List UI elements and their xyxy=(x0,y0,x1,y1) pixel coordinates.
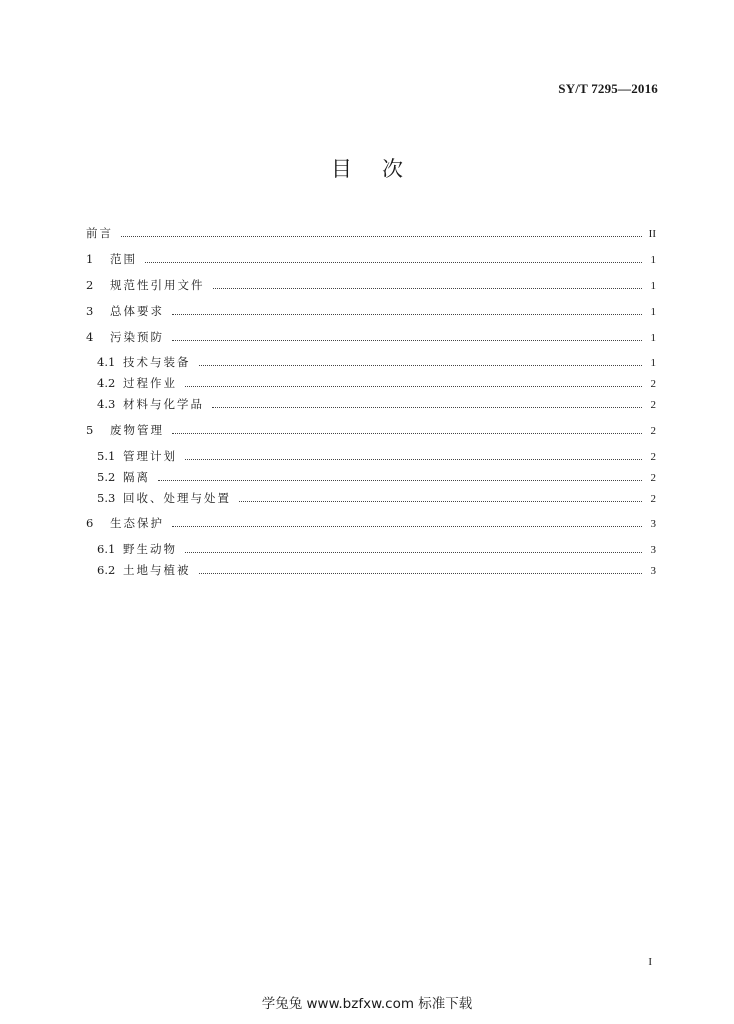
toc-entry-number: 4 xyxy=(86,330,94,344)
toc-entry-label: 技术与装备 xyxy=(123,355,191,369)
standard-code: SY/T 7295—2016 xyxy=(558,81,658,96)
toc-entry xyxy=(97,562,656,580)
toc-entry xyxy=(86,277,656,295)
toc-entry-page: II xyxy=(648,228,656,240)
toc-entry-label: 过程作业 xyxy=(123,376,177,390)
dot-leader xyxy=(213,287,643,289)
dot-leader xyxy=(121,235,642,237)
toc-entry xyxy=(97,396,656,414)
dot-leader xyxy=(239,500,642,502)
toc-entry-label: 材料与化学品 xyxy=(123,397,204,411)
toc-entry-number: 4.3 xyxy=(97,397,116,411)
toc-entry-number: 4.1 xyxy=(97,355,116,369)
dot-leader xyxy=(172,339,642,341)
toc-entry-number: 6.1 xyxy=(97,542,116,556)
dot-leader xyxy=(185,551,642,553)
toc-entry xyxy=(86,515,656,533)
toc-entry-label: 生态保护 xyxy=(110,516,164,530)
toc-entry xyxy=(86,329,656,347)
toc-entry-page: 1 xyxy=(650,254,656,266)
toc-entry-page: 3 xyxy=(650,544,656,556)
toc-entry-page: 3 xyxy=(650,565,656,577)
toc-entry-label: 野生动物 xyxy=(123,542,177,556)
toc-entry xyxy=(86,251,656,269)
toc-entry-page: 2 xyxy=(650,451,656,463)
dot-leader xyxy=(199,572,643,574)
dot-leader xyxy=(185,458,642,460)
dot-leader xyxy=(212,406,642,408)
toc-entry xyxy=(97,490,656,508)
toc-entry-page: 2 xyxy=(650,378,656,390)
toc-entry-number: 1 xyxy=(86,252,94,266)
toc-entry xyxy=(97,354,656,372)
page-title: 目次 xyxy=(331,157,433,181)
toc-entry xyxy=(86,303,656,321)
page-number: I xyxy=(648,956,652,968)
dot-leader xyxy=(172,432,642,434)
toc-entry-page: 2 xyxy=(650,399,656,411)
toc-entry-page: 2 xyxy=(650,472,656,484)
dot-leader xyxy=(172,313,642,315)
toc-entry xyxy=(97,469,656,487)
toc-entry-number: 5.2 xyxy=(97,470,116,484)
toc-entry-page: 1 xyxy=(650,306,656,318)
toc-entry-page: 1 xyxy=(650,357,656,369)
toc-entry-number: 5.3 xyxy=(97,491,116,505)
toc-entry xyxy=(97,375,656,393)
toc-entry-page: 2 xyxy=(650,425,656,437)
watermark-text: 学兔兔 www.bzfxw.com 标准下载 xyxy=(261,996,473,1012)
toc-entry-label: 管理计划 xyxy=(123,449,177,463)
toc-entry xyxy=(97,448,656,466)
toc-entry-number: 5 xyxy=(86,423,94,437)
toc-entry-page: 1 xyxy=(650,280,656,292)
dot-leader xyxy=(158,479,642,481)
toc-entry-label: 范围 xyxy=(110,252,137,266)
toc-entry-label: 废物管理 xyxy=(110,423,164,437)
toc-entry-number: 6.2 xyxy=(97,563,116,577)
dot-leader xyxy=(172,525,642,527)
toc-entry-number: 3 xyxy=(86,304,94,318)
toc-entry-page: 3 xyxy=(650,518,656,530)
toc-entry-number: 5.1 xyxy=(97,449,116,463)
toc-entry-label: 回收、处理与处置 xyxy=(123,491,231,505)
toc-entry-page: 1 xyxy=(650,332,656,344)
toc-entry-number: 6 xyxy=(86,516,94,530)
dot-leader xyxy=(145,261,642,263)
toc-entry-label: 前言 xyxy=(86,226,113,240)
dot-leader xyxy=(185,385,642,387)
toc-entry-page: 2 xyxy=(650,493,656,505)
toc-entry-label: 土地与植被 xyxy=(123,563,191,577)
toc-entry xyxy=(86,422,656,440)
toc-entry xyxy=(86,225,656,243)
toc-entry xyxy=(97,541,656,559)
toc-entry-number: 2 xyxy=(86,278,94,292)
toc-entry-label: 规范性引用文件 xyxy=(110,278,205,292)
toc-entry-label: 隔离 xyxy=(123,470,150,484)
toc-entry-number: 4.2 xyxy=(97,376,116,390)
dot-leader xyxy=(199,364,643,366)
toc-entry-label: 总体要求 xyxy=(110,304,164,318)
toc-entry-label: 污染预防 xyxy=(110,330,164,344)
